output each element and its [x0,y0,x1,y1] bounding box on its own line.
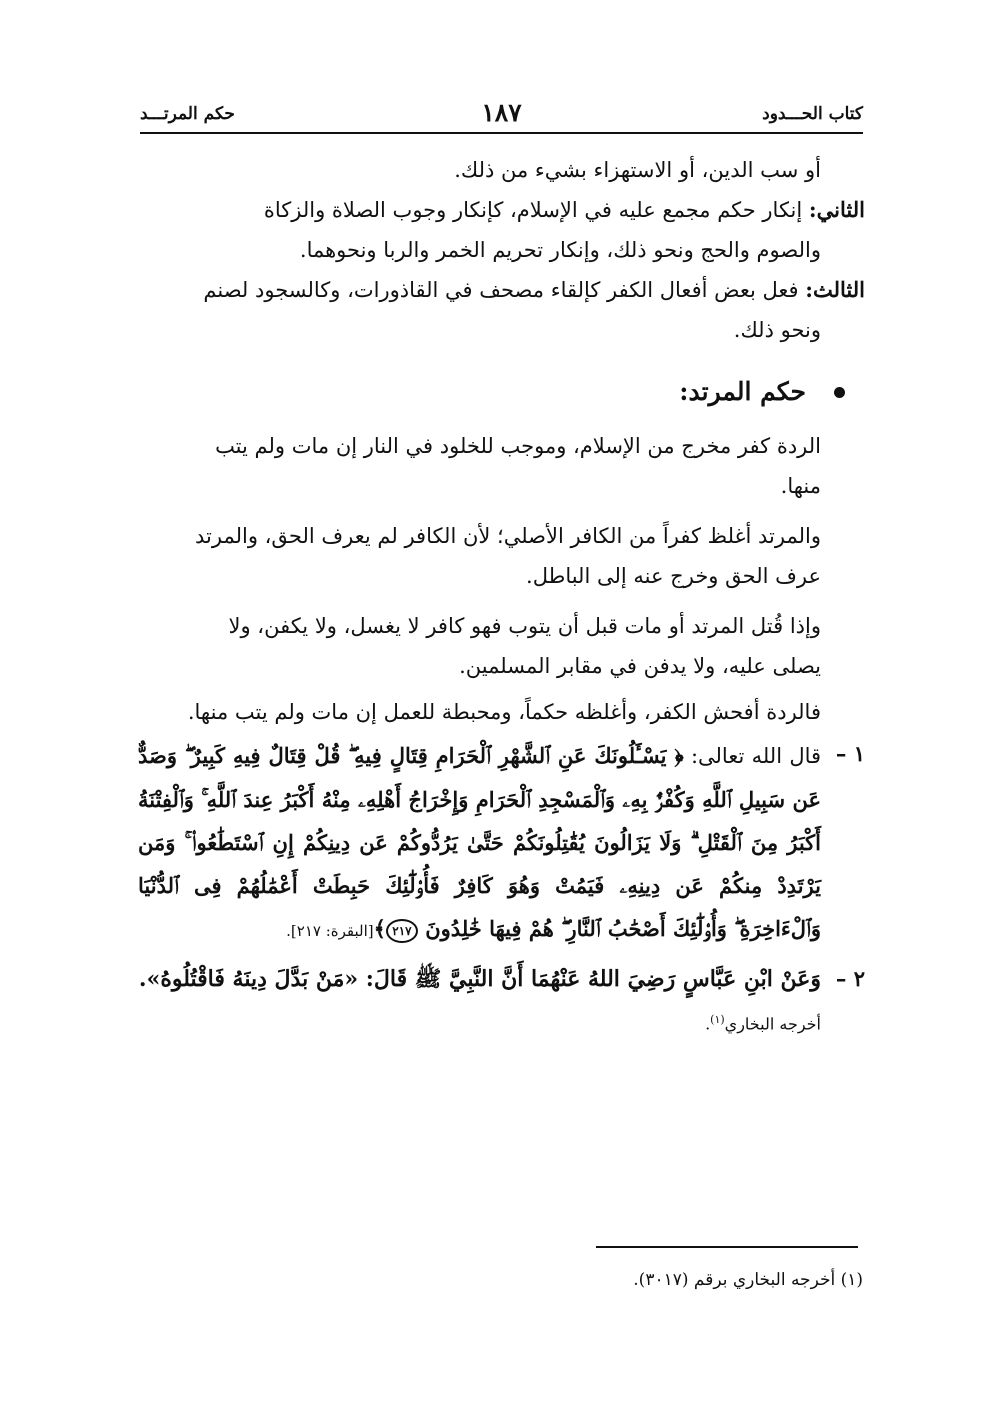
main-text [138,150,865,1039]
paragraph [138,516,865,596]
section-heading [138,368,865,416]
verse-reference: [البقرة: ٢١٧]. [286,922,374,940]
quran-verse [138,734,821,953]
hadith-text: وَعَنْ ابْنِ عَبَّاسٍ رَضِيَ اللهُ عَنْهُمَا أَنَّ النَّبِيَّ ﷺ قَالَ: «مَنْ بَدَّلَ دِينَهُ فَاقْتُلُوهُ». [138,966,821,992]
text-line: فالردة أفحش الكفر، وأغلظه حكماً، ومحبطة للعمل إن مات ولم يتب منها. [187,700,821,724]
item-number: ١ – [835,741,865,766]
ornate-bracket-open: ﴿ [674,743,684,768]
third-label: الثالث: [805,277,865,302]
item-number: ٢ – [835,966,865,991]
text-line: عرف الحق وخرج عنه إلى الباطل. [526,564,821,588]
text-line: والصوم والحج ونحو ذلك، وإنكار تحريم الخمر والربا ونحوهما. [299,238,821,262]
third-item-line [138,270,865,310]
footnote: (١) أخرجه البخاري برقم (٣٠١٧). [633,1270,863,1290]
text-line: منها. [780,474,821,498]
evidence-item-1 [138,734,865,953]
verse-line: يَرْتَدِدْ مِنكُمْ عَن دِينِهِۦ فَيَمُتْ وَهُوَ كَافِرٌ فَأُو۟لَٰٓئِكَ حَبِطَتْ أَعْمَٰلُهُمْ فِى ٱلدُّنْيَا [138,873,821,898]
paragraph [138,606,865,686]
paragraph [138,692,865,732]
paragraph [138,426,865,506]
book-title: كتاب الحـــدود [762,104,863,124]
text-line: الردة كفر مخرج من الإسلام، وموجب للخلود في النار إن مات ولم يتب [215,434,821,458]
text-line: والمرتد أغلظ كفراً من الكافر الأصلي؛ لأن الكافر لم يعرف الحق، والمرتد [194,524,821,548]
hadith-source [138,1005,865,1039]
text-line: يصلى عليه، ولا يدفن في مقابر المسلمين. [459,654,821,678]
footnote-divider [596,1246,858,1248]
source-dot: . [705,1014,711,1034]
verse-intro: قال الله تعالى: [683,744,822,768]
verse-line: أَكْبَرُ مِنَ ٱلْقَتْلِ ۗ وَلَا يَزَالُونَ يُقَٰتِلُونَكُمْ حَتَّىٰ يَرُدُّوكُمْ عَن دِينِكُمْ إِنِ ٱسْتَطَٰعُوا۟ ۚ وَمَن [138,830,821,855]
second-text: إنكار حكم مجمع عليه في الإسلام، كإنكار وجوب الصلاة والزكاة [263,198,809,222]
chapter-title: حكم المرتـــد [140,104,235,124]
text-line: وإذا قُتل المرتد أو مات قبل أن يتوب فهو كافر لا يغسل، ولا يكفن، ولا [228,614,821,638]
section-heading-text: حكم المرتد: [679,377,806,406]
second-item-line [138,190,865,230]
header-divider [140,132,863,134]
verse-line: يَسْـَٔلُونَكَ عَنِ ٱلشَّهْرِ ٱلْحَرَامِ قِتَالٍ فِيهِ ۖ قُلْ قِتَالٌ فِيهِ كَبِيرٌ ۖ وَصَدٌّ عَن [138,743,822,812]
ornate-bracket-close: ﴾ [373,916,386,941]
second-label: الثاني: [808,197,865,222]
third-text: فعل بعض أفعال الكفر كإلقاء مصحف في القاذورات، وكالسجود لصنم [203,278,806,302]
running-header [140,98,863,132]
source-text: أخرجه البخاري [724,1014,821,1034]
verse-line: وَٱلْءَاخِرَةِ ۖ وَأُو۟لَٰٓئِكَ أَصْحَٰبُ ٱلنَّارِ ۖ هُمْ فِيهَا خَٰلِدُونَ [417,916,821,941]
footnote-marker: (١) [710,1013,725,1026]
verse-line: سَبِيلِ ٱللَّهِ وَكُفْرٌۢ بِهِۦ وَٱلْمَسْجِدِ ٱلْحَرَامِ وَإِخْرَاجُ أَهْلِهِۦ مِنْهُ أَكْبَرُ عِندَ ٱللَّهِ ۚ وَٱلْفِتْنَةُ [138,787,786,812]
text-line: أو سب الدين، أو الاستهزاء بشيء من ذلك. [454,158,821,182]
bullet-icon [834,387,845,398]
page-number: ١٨٧ [481,98,522,127]
text-line: ونحو ذلك. [733,318,821,342]
verse-number-icon: ٢١٧ [386,919,418,943]
evidence-item-2 [138,959,865,999]
